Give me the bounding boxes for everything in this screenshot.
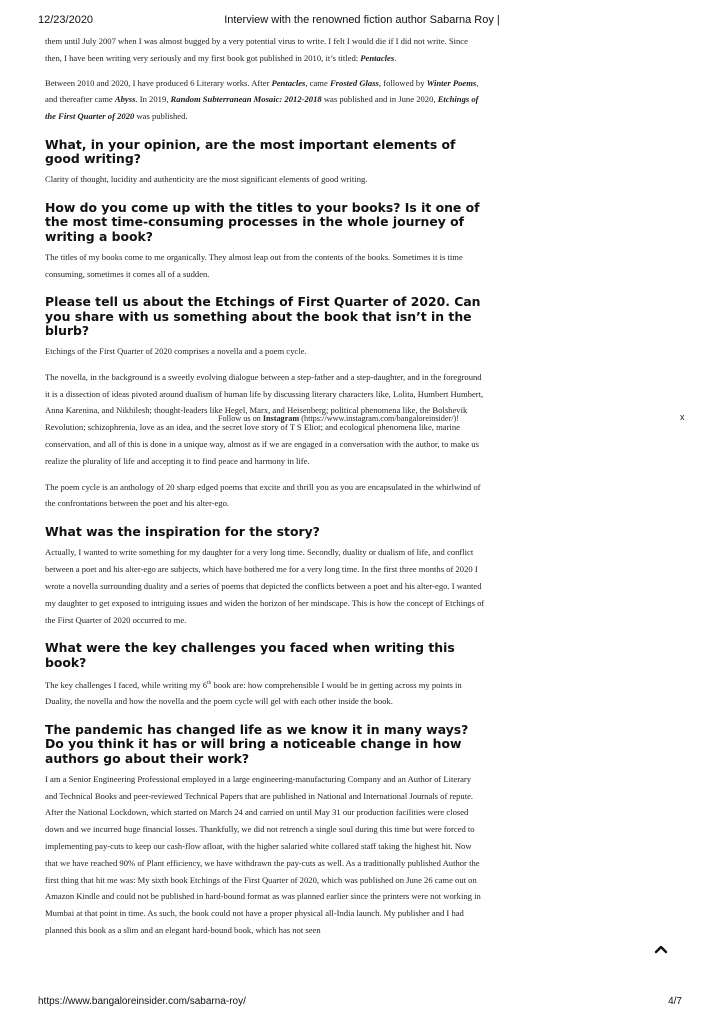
page-url: https://www.bangaloreinsider.com/sabarna-roy/: [38, 996, 246, 1007]
answer-titles: The titles of my books come to me organically. They almost leap out from the contents of the books. Sometimes it is time consuming, sometimes it comes all of a sudden.: [45, 251, 463, 279]
answer-inspiration: Actually, I wanted to write something for my daughter for a very long time. Secondly, duality or dualism of life, and conflict between a poet and his alter-ego are subjects, which have bothered me for a very long time. In the first three months of 2020 I wrote a novella surrounding duality and a series of poems that depicted the conflicts between a poet and his alter-ego. I wanted my daughter to get exposed to intriguing issues and widen the horizon of her mindscape. This is how the concept of Etchings of the First Quarter of 2020 occurred to me.: [45, 547, 485, 625]
scroll-to-top-icon[interactable]: [654, 943, 668, 955]
question-heading-titles: How do you come up with the titles to your books? Is it one of the most time-consuming processes in the whole journey of writing a book?: [45, 200, 480, 244]
page-number: 4/7: [668, 996, 682, 1007]
article-body: [45, 33, 485, 948]
print-title: Interview with the renowned fiction author Sabarna Roy |: [224, 14, 500, 26]
answer-etchings-1: Etchings of the First Quarter of 2020 comprises a novella and a poem cycle.: [45, 346, 307, 356]
print-date: 12/23/2020: [38, 14, 94, 26]
instagram-follow-banner[interactable]: Follow us on Instagram (https://www.instagram.com/bangaloreinsider/)!: [218, 414, 459, 423]
answer-pandemic: I am a Senior Engineering Professional employed in a large engineering-manufacturing Company and an Author of Literary and Technical Books and peer-reviewed Technical Papers that are published in National and International Journals of repute. After the National Lockdown, which started on March 24 and carried on until May 31 our production facilities were closed down and we incurred huge financial losses. Thankfully, we did not retrench a single soul during this time but were forced to implementing pay-cuts to keep our cash-flow afloat, with the higher salaried white collared staff taking the highest hit. Now that we have reached 90% of Plant efficiency, we have withdrawn the pay-cuts as well. As a traditionally published Author the first thing that hit me was: My sixth book Etchings of the First Quarter of 2020, which was published on June 26 came out on Amazon Kindle and could not be published in hard-bound format as was planned earlier since the printers were not working in Mumbai at that point in time. As such, the book could not have a proper physical all-India launch. My publisher and I had planned this book as a slim and an elegant hard-bound book, which has not seen: [45, 773, 481, 935]
answer-challenges: The key challenges I faced, while writing my 6th book are: how comprehensible I would be in getting across my points in Duality, the novella and how the novella and the poem cycle will gel with each other inside the book.: [45, 679, 462, 707]
question-heading-etchings: Please tell us about the Etchings of First Quarter of 2020. Can you share with us something about the book that isn’t in the blurb?: [45, 294, 481, 338]
instagram-link[interactable]: Instagram: [262, 414, 300, 423]
question-heading-elements: What, in your opinion, are the most important elements of good writing?: [45, 136, 456, 167]
question-heading-challenges: What were the key challenges you faced when writing this book?: [45, 640, 455, 670]
question-heading-inspiration: What was the inspiration for the story?: [45, 524, 320, 540]
intro-paragraph-2: Between 2010 and 2020, I have produced 6 Literary works. After Pentacles, came Frosted Glass, followed by Winter Poems, and thereafter came Abyss. In 2019, Random Subterranean Mosaic: 2012-2018 was published and in June 2020, Etchings of the First Quarter of 2020 was published.: [45, 77, 479, 122]
answer-elements: Clarity of thought, lucidity and authenticity are the most significant elements of good writing.: [45, 174, 368, 185]
question-heading-pandemic: The pandemic has changed life as we know it in many ways? Do you think it has or will bring a noticeable change in how authors go about their work?: [45, 722, 469, 766]
answer-etchings-3: The poem cycle is an anthology of 20 sharp edged poems that excite and thrill you as you are encapsulated in the whirlwind of the confrontations between the poet and his alter-ego.: [45, 481, 481, 509]
answer-etchings-2: The novella, in the background is a sweetly evolving dialogue between a step-father and a step-daughter, and in the foreground it is a dissection of ideas pivoted around dualism of human life by discussing literary characters like, Lolita, Humbert Humbert, Anna Karenina, and Nikhilesh; thought-leaders like Hegel, Marx, and Heisenberg; political phenomena like, the Bolshevik Revolution; schizophrenia, love as an idea, and the secret love story of T S Eliot; and ecological phenomena like, marine conservation, and all of this is done in a unique way, almost as if we are engaged in a conversation with the author, to make us realize the plurality of life and accepting it to find peace and harmony in life.: [45, 371, 484, 466]
intro-paragraph-1: them until July 2007 when I was almost bugged by a very potential virus to write. I felt I would die if I did not write. Since then, I have been writing very seriously and my first book got published in 2010, it’s titled: Pentacles.: [45, 36, 468, 63]
close-banner-button[interactable]: x: [680, 412, 685, 422]
book-title-pentacles: Pentacles: [360, 52, 395, 63]
